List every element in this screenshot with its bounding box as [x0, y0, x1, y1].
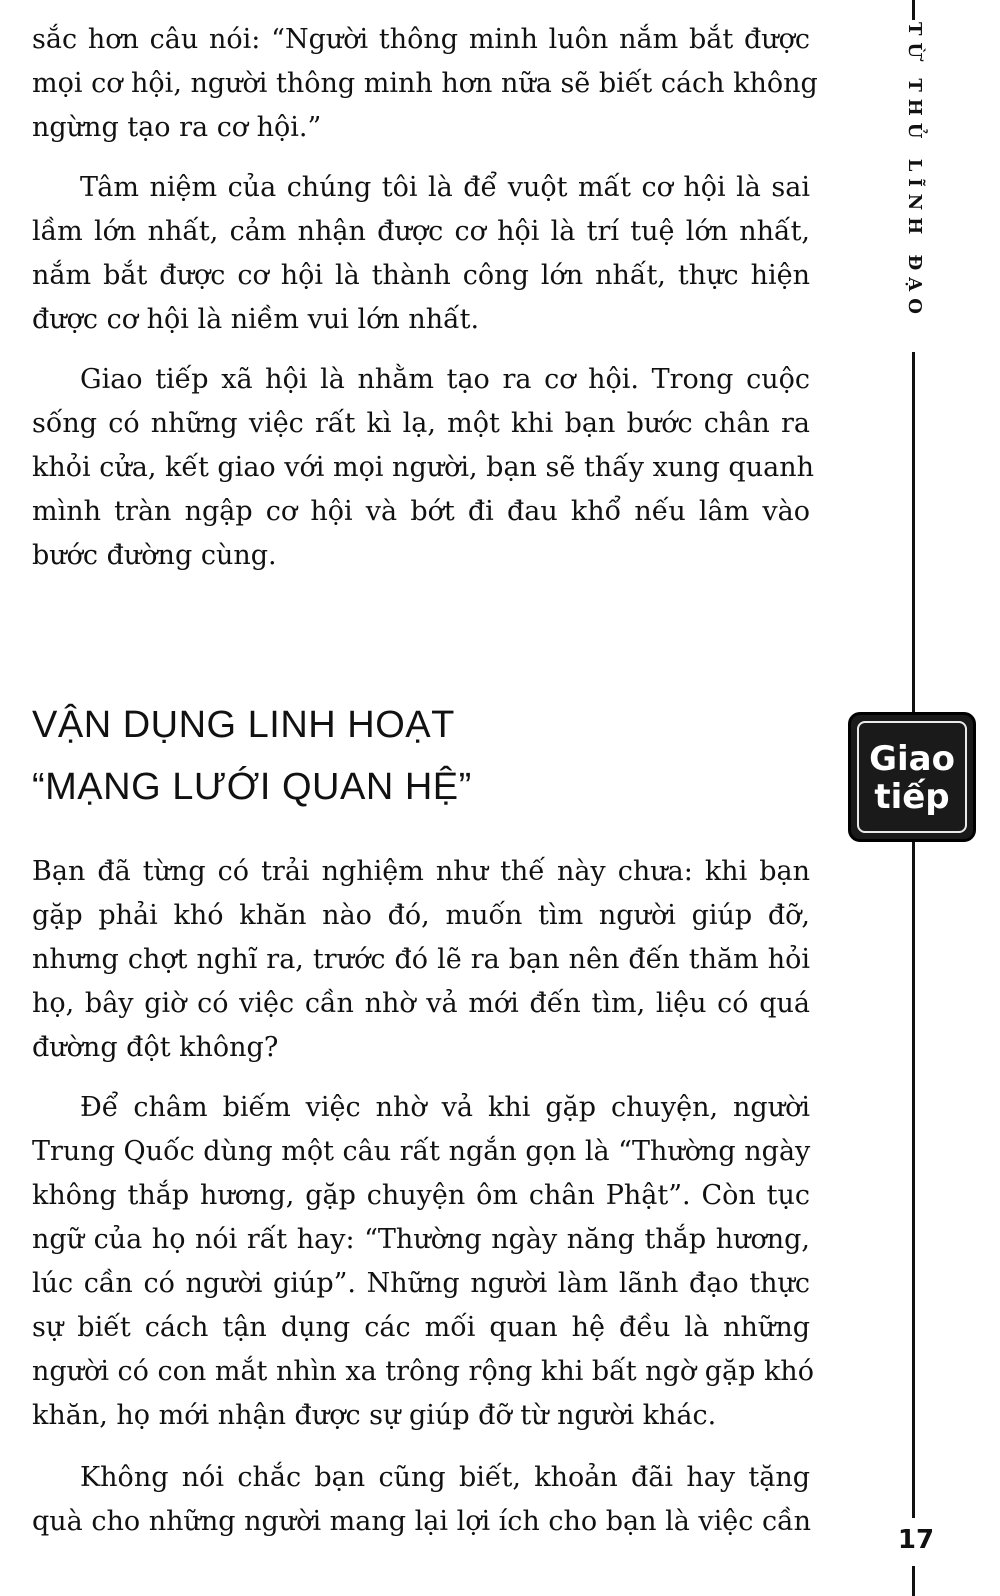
paragraph	[32, 1456, 810, 1544]
text-line: Trung Quốc dùng một câu rất ngắn gọn là “Thường ngày	[32, 1136, 811, 1167]
text-line: Tâm niệm của chúng tôi là để vuột mất cơ hội là sai	[80, 172, 810, 203]
text-line: không thắp hương, gặp chuyện ôm chân Phật”. Còn tục	[32, 1180, 810, 1211]
section-tag	[848, 712, 976, 842]
text-line: sự biết cách tận dụng các mối quan hệ đều là những	[32, 1312, 810, 1343]
text-line: sống có những việc rất kì lạ, một khi bạn bước chân ra	[32, 408, 810, 439]
text-line: Giao tiếp xã hội là nhằm tạo ra cơ hội. Trong cuộc	[80, 364, 810, 395]
text-line: đường đột không?	[32, 1032, 279, 1063]
text-line: Không nói chắc bạn cũng biết, khoản đãi hay tặng	[80, 1462, 810, 1493]
page-number: 17	[897, 1525, 935, 1555]
text-line: lầm lớn nhất, cảm nhận được cơ hội là trí tuệ lớn nhất,	[32, 216, 810, 247]
section-heading	[32, 694, 632, 818]
section-tag-line2: tiếp	[874, 777, 950, 817]
section-tag-line1: Giao	[869, 739, 955, 779]
text-line: họ, bây giờ có việc cần nhờ vả mới đến tìm, liệu có quá	[32, 988, 810, 1019]
paragraph	[32, 358, 814, 578]
text-line: ngữ của họ nói rất hay: “Thường ngày năng thắp hương,	[32, 1224, 810, 1255]
text-line: khăn, họ mới nhận được sự giúp đỡ từ người khác.	[32, 1400, 717, 1431]
text-line: người có con mắt nhìn xa trông rộng khi bất ngờ gặp khó	[32, 1356, 814, 1387]
text-line: nắm bắt được cơ hội là thành công lớn nhất, thực hiện	[32, 260, 810, 291]
text-line: gặp phải khó khăn nào đó, muốn tìm người giúp đỡ,	[32, 900, 810, 931]
text-line: khỏi cửa, kết giao với mọi người, bạn sẽ thấy xung quanh	[32, 452, 814, 483]
text-line: Để châm biếm việc nhờ vả khi gặp chuyện, người	[80, 1092, 810, 1123]
rail-divider	[912, 842, 915, 1518]
text-line: mình tràn ngập cơ hội và bớt đi đau khổ nếu lâm vào	[32, 496, 810, 527]
paragraph	[32, 850, 810, 1070]
series-title	[896, 22, 932, 352]
rail-divider	[912, 1566, 915, 1596]
text-line: mọi cơ hội, người thông minh hơn nữa sẽ biết cách không	[32, 68, 818, 99]
text-line: sắc hơn câu nói: “Người thông minh luôn nắm bắt được	[32, 24, 810, 55]
rail-divider	[912, 352, 915, 712]
paragraph	[32, 18, 818, 150]
section-heading-line2: “MẠNG LƯỚI QUAN HỆ”	[32, 766, 472, 808]
text-line: Bạn đã từng có trải nghiệm như thế này chưa: khi bạn	[32, 856, 810, 887]
text-line: ngừng tạo ra cơ hội.”	[32, 112, 322, 143]
rail-divider	[912, 0, 915, 20]
paragraph	[32, 166, 810, 342]
section-heading-line1: VẬN DỤNG LINH HOẠT	[32, 704, 455, 746]
text-line: được cơ hội là niềm vui lớn nhất.	[32, 304, 480, 335]
text-line: quà cho những người mang lại lợi ích cho bạn là việc cần	[32, 1506, 812, 1537]
text-line: lúc cần có người giúp”. Những người làm lãnh đạo thực	[32, 1268, 810, 1299]
paragraph	[32, 1086, 814, 1438]
text-line: nhưng chợt nghĩ ra, trước đó lẽ ra bạn nên đến thăm hỏi	[32, 944, 810, 975]
series-title-text: TỪ THỦ LĨNH ĐẠO	[904, 22, 925, 321]
text-line: bước đường cùng.	[32, 540, 277, 571]
